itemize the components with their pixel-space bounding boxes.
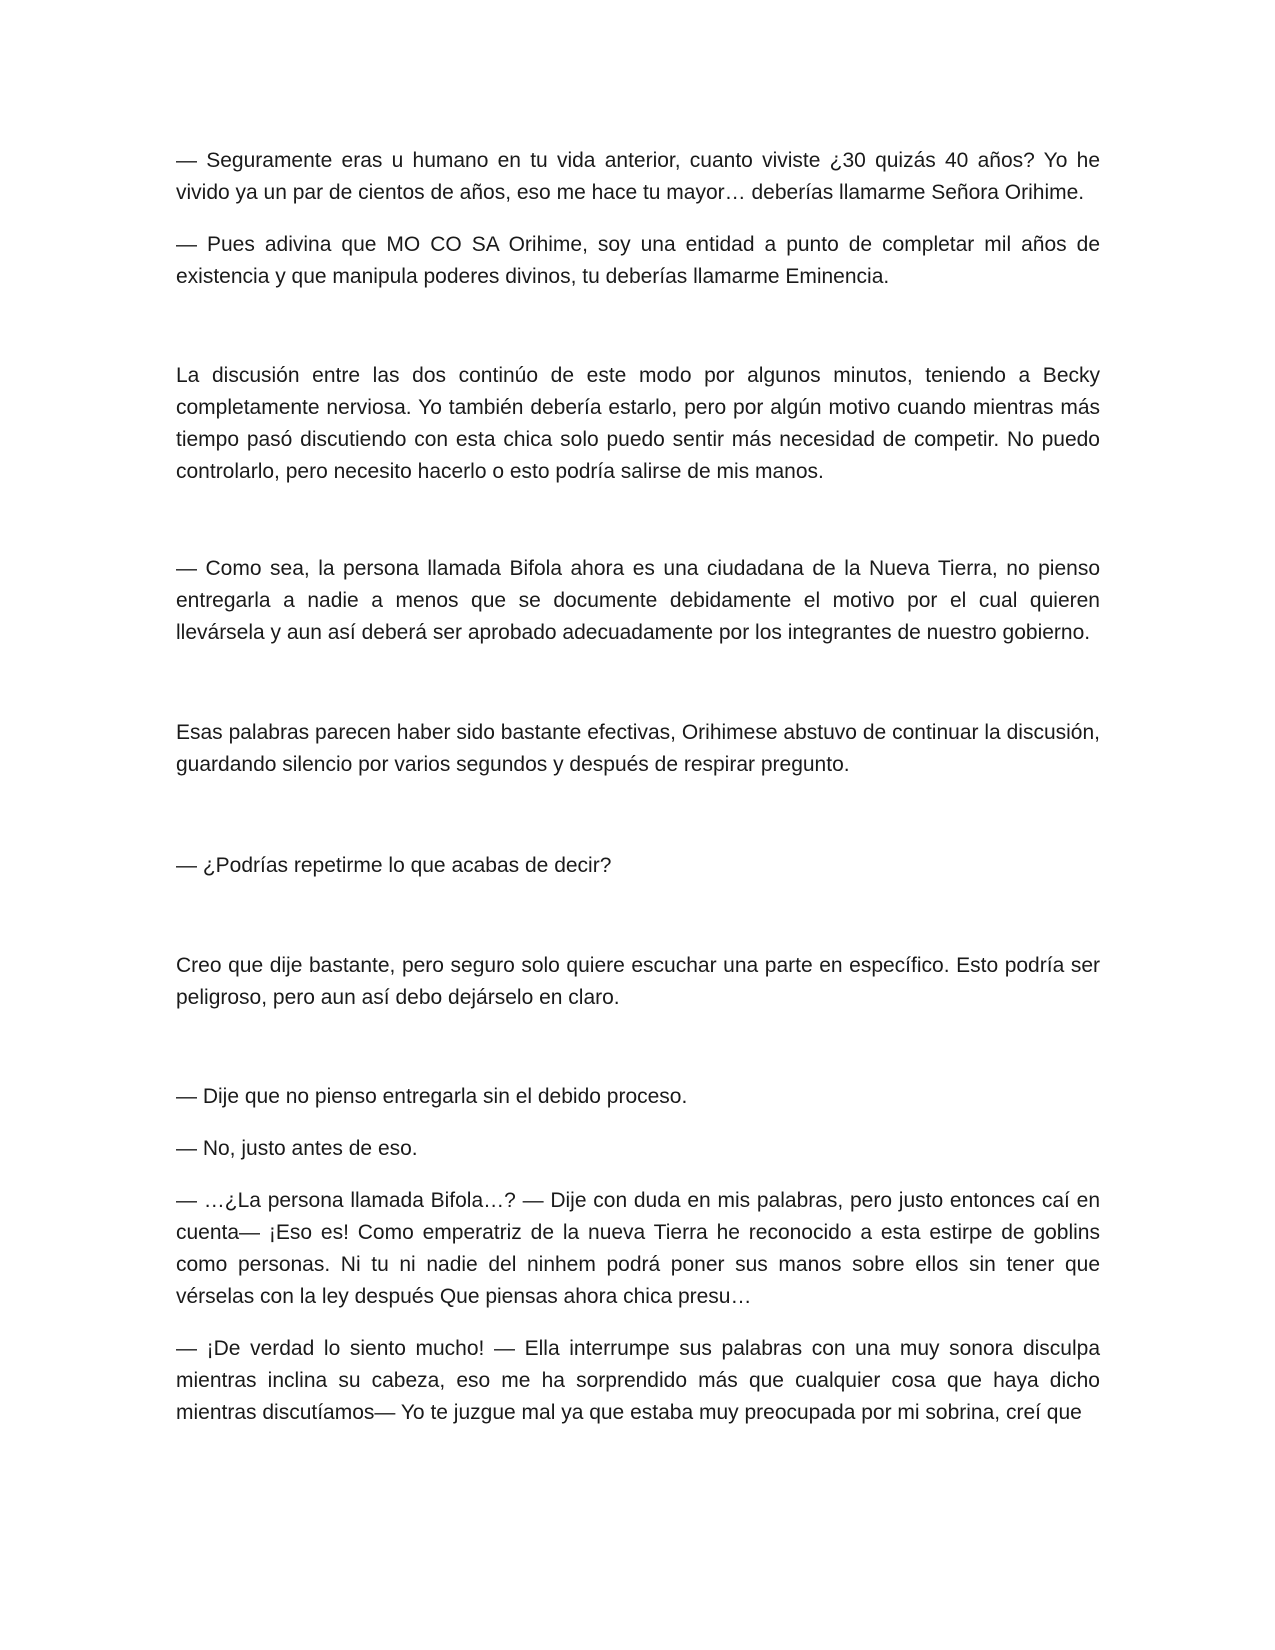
dialogue-paragraph: — Dije que no pienso entregarla sin el debido proceso. xyxy=(176,1085,688,1108)
narration-paragraph: Creo que dije bastante, pero seguro solo quiere escuchar una parte en específico. Esto podría ser peligroso, pero aun así debo dejárselo en claro. xyxy=(176,954,1100,1009)
dialogue-paragraph: — …¿La persona llamada Bifola…? — Dije con duda en mis palabras, pero justo entonces caí en cuenta— ¡Eso es! Como emperatriz de la nueva Tierra he reconocido a esta estirpe de goblins como personas. Ni tu ni nadie del ninhem podrá poner sus manos sobre ellos sin tener que vérselas con la ley después Que piensas ahora chica presu… xyxy=(176,1189,1100,1308)
dialogue-paragraph: — Como sea, la persona llamada Bifola ahora es una ciudadana de la Nueva Tierra, no pienso entregarla a nadie a menos que se documente debidamente el motivo por el cual quieren llevársela y aun así deberá ser aprobado adecuadamente por los integrantes de nuestro gobierno. xyxy=(176,557,1100,644)
dialogue-paragraph: — Pues adivina que MO CO SA Orihime, soy una entidad a punto de completar mil años de existencia y que manipula poderes divinos, tu deberías llamarme Eminencia. xyxy=(176,233,1100,288)
dialogue-paragraph: — ¡De verdad lo siento mucho! — Ella interrumpe sus palabras con una muy sonora disculpa mientras inclina su cabeza, eso me ha sorprendido más que cualquier cosa que haya dicho mientras discutíamos— Yo te juzgue mal ya que estaba muy preocupada por mi sobrina, creí que xyxy=(176,1337,1100,1424)
dialogue-paragraph: — Seguramente eras u humano en tu vida anterior, cuanto viviste ¿30 quizás 40 años? Yo he vivido ya un par de cientos de años, eso me hace tu mayor… deberías llamarme Señora Orihime. xyxy=(176,149,1100,204)
dialogue-paragraph: — ¿Podrías repetirme lo que acabas de decir? xyxy=(176,854,612,877)
document-page xyxy=(176,145,1100,1429)
narration-paragraph: Esas palabras parecen haber sido bastante efectivas, Orihimese abstuvo de continuar la discusión, guardando silencio por varios segundos y después de respirar pregunto. xyxy=(176,721,1100,776)
narration-paragraph: La discusión entre las dos continúo de este modo por algunos minutos, teniendo a Becky completamente nerviosa. Yo también debería estarlo, pero por algún motivo cuando mientras más tiempo pasó discutiendo con esta chica solo puedo sentir más necesidad de competir. No puedo controlarlo, pero necesito hacerlo o esto podría salirse de mis manos. xyxy=(176,364,1100,483)
dialogue-paragraph: — No, justo antes de eso. xyxy=(176,1137,418,1160)
